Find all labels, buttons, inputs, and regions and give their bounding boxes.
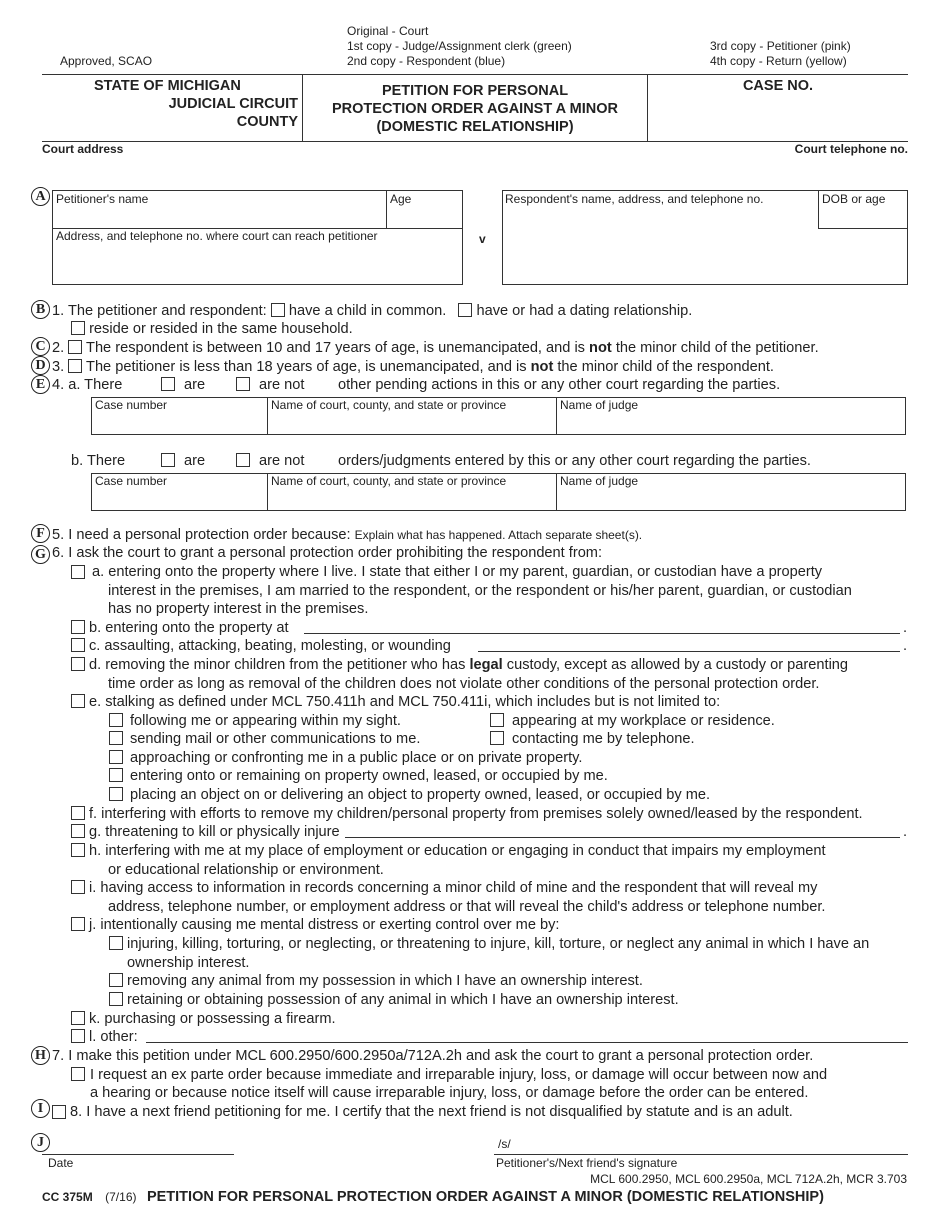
- copies-left: [347, 24, 572, 69]
- header-bottom-rule: [42, 141, 908, 142]
- item-6l-fill-line[interactable]: [146, 1042, 908, 1043]
- item-6e-opt-2: appearing at my workplace or residence.: [512, 713, 775, 729]
- checkbox-next-friend[interactable]: [52, 1105, 66, 1119]
- item-6c-period: .: [903, 638, 908, 654]
- item-6f: f. interfering with efforts to remove my children/personal property from premises solely owned/leased by the respondent.: [89, 806, 863, 822]
- copy-second: 2nd copy - Respondent (blue): [347, 54, 506, 68]
- item-6j-opt-1: injuring, killing, torturing, or neglecting, or threatening to injure, kill, torture, or neglect any animal in which I have an: [127, 936, 870, 952]
- form-title-line-3: (DOMESTIC RELATIONSHIP): [376, 119, 574, 135]
- signature-prefix: /s/: [498, 1137, 511, 1151]
- item-6g: g. threatening to kill or physically injure: [89, 824, 340, 840]
- item-6i-line-2: address, telephone number, or employment address or that will reveal the child's address or telephone number.: [108, 899, 826, 915]
- item-1-prefix: 1. The petitioner and respondent:: [52, 303, 267, 319]
- table-4b-div-2: [556, 473, 557, 511]
- marker-e: E: [31, 375, 50, 394]
- item-6j-opt-1b: ownership interest.: [127, 955, 250, 971]
- item-3-text-b: the minor child of the respondent.: [557, 359, 774, 375]
- marker-a: A: [31, 187, 50, 206]
- checkbox-6l[interactable]: [71, 1029, 85, 1043]
- checkbox-6e-approaching[interactable]: [109, 750, 123, 764]
- item-6j-opt-3: retaining or obtaining possession of any animal in which I have an ownership interest.: [127, 992, 679, 1008]
- item-6l: l. other:: [89, 1029, 138, 1045]
- petitioner-name-label: Petitioner's name: [56, 192, 149, 206]
- checkbox-6c[interactable]: [71, 638, 85, 652]
- checkbox-6j-removing[interactable]: [109, 973, 123, 987]
- item-6k: k. purchasing or possessing a firearm.: [89, 1011, 336, 1027]
- item-6d-line-2: time order as long as removal of the children does not violate other conditions of the personal protection order.: [108, 676, 820, 692]
- checkbox-6e-workplace[interactable]: [490, 713, 504, 727]
- marker-c: C: [31, 337, 50, 356]
- checkbox-6k[interactable]: [71, 1011, 85, 1025]
- item-6e-opt-4: contacting me by telephone.: [512, 731, 695, 747]
- dob-divider: [818, 190, 819, 228]
- item-7-opt-line-1: I request an ex parte order because immediate and irreparable injury, loss, or damage will occur between now and: [90, 1067, 828, 1083]
- checkbox-item-2[interactable]: [68, 340, 82, 354]
- item-8: 8. I have a next friend petitioning for me. I certify that the next friend is not disqualified by statute and is an adult.: [70, 1104, 793, 1120]
- table-4a-div-1: [267, 397, 268, 435]
- case-no-label: CASE NO.: [742, 78, 814, 94]
- form-title-line-1: PETITION FOR PERSONAL: [381, 83, 569, 99]
- item-1-opt-2: have or had a dating relationship.: [476, 303, 693, 319]
- marker-f: F: [31, 524, 50, 543]
- item-1-row-2: [71, 321, 353, 337]
- item-6e: e. stalking as defined under MCL 750.411h and MCL 750.411i, which includes but is not limited to:: [89, 694, 721, 710]
- item-6i-line-1: i. having access to information in records concerning a minor child of mine and the respondent that will reveal my: [89, 880, 818, 896]
- form-id: CC 375M: [42, 1190, 93, 1204]
- item-1-opt-3: reside or resided in the same household.: [89, 321, 353, 337]
- item-4b-text: orders/judgments entered by this or any other court regarding the parties.: [338, 453, 811, 469]
- date-label: Date: [48, 1156, 74, 1170]
- table-4b-court-name: Name of court, county, and state or province: [271, 474, 507, 488]
- date-line[interactable]: [42, 1154, 234, 1155]
- marker-d: D: [31, 356, 50, 375]
- checkbox-4b-are-not[interactable]: [236, 453, 250, 467]
- item-2-num: 2.: [52, 340, 65, 356]
- court-phone-label: Court telephone no.: [794, 142, 908, 156]
- signature-label: Petitioner's/Next friend's signature: [496, 1156, 678, 1170]
- dob-label: DOB or age: [822, 192, 886, 206]
- dob-bottom: [818, 228, 908, 229]
- item-6b: b. entering onto the property at: [89, 620, 289, 636]
- item-6d-legal: legal: [469, 657, 503, 673]
- item-6h-line-1: h. interfering with me at my place of employment or education or engaging in conduct that impairs my employment: [89, 843, 826, 859]
- item-3-text-a: The petitioner is less than 18 years of age, is unemancipated, and is: [86, 359, 527, 375]
- table-4a-judge: Name of judge: [560, 398, 639, 412]
- item-6g-period: .: [903, 824, 908, 840]
- item-6-text: 6. I ask the court to grant a personal protection order prohibiting the respondent from:: [52, 545, 603, 561]
- table-4b-judge: Name of judge: [560, 474, 639, 488]
- checkbox-6d[interactable]: [71, 657, 85, 671]
- item-6h-line-2: or educational relationship or environment.: [108, 862, 384, 878]
- copy-original: Original - Court: [347, 24, 429, 38]
- item-4b-are-not: are not: [259, 453, 305, 469]
- signature-line[interactable]: [494, 1154, 908, 1155]
- checkbox-6j[interactable]: [71, 917, 85, 931]
- marker-j: J: [31, 1133, 50, 1152]
- item-4a-prefix: 4. a. There: [52, 377, 123, 393]
- court-address-label: Court address: [42, 142, 124, 156]
- table-4b-div-1: [267, 473, 268, 511]
- copies-right: [710, 39, 851, 69]
- copy-third: 3rd copy - Petitioner (pink): [710, 39, 851, 53]
- item-1-row: [52, 303, 692, 319]
- footer-form-title: PETITION FOR PERSONAL PROTECTION ORDER AGAINST A MINOR (DOMESTIC RELATIONSHIP): [146, 1189, 824, 1205]
- petitioner-address-label: Address, and telephone no. where court can reach petitioner: [56, 229, 378, 243]
- checkbox-6e-following[interactable]: [109, 713, 123, 727]
- checkbox-6h[interactable]: [71, 843, 85, 857]
- item-6e-opt-3: sending mail or other communications to me.: [130, 731, 421, 747]
- checkbox-dating-relationship[interactable]: [458, 303, 472, 317]
- checkbox-4a-are-not[interactable]: [236, 377, 250, 391]
- checkbox-6j-retaining[interactable]: [109, 992, 123, 1006]
- item-6a-line-3: has no property interest in the premises.: [108, 601, 369, 617]
- form-revision: (7/16): [105, 1190, 137, 1204]
- item-6e-opt-6: entering onto or remaining on property owned, leased, or occupied by me.: [130, 768, 608, 784]
- item-6a-line-1: a. entering onto the property where I live. I state that either I or my parent, guardian, or custodian have a property: [92, 564, 823, 580]
- item-6b-fill-line[interactable]: [304, 633, 900, 634]
- item-6e-opt-7: placing an object on or delivering an object to property owned, leased, or occupied by me.: [130, 787, 711, 803]
- marker-i: I: [31, 1099, 50, 1118]
- copy-fourth: 4th copy - Return (yellow): [710, 54, 847, 68]
- checkbox-6i[interactable]: [71, 880, 85, 894]
- checkbox-4b-are[interactable]: [161, 453, 175, 467]
- item-5-note: Explain what has happened. Attach separate sheet(s).: [354, 528, 643, 542]
- checkbox-6e[interactable]: [71, 694, 85, 708]
- copy-first: 1st copy - Judge/Assignment clerk (green): [347, 39, 572, 53]
- versus-label: v: [479, 232, 486, 246]
- item-2-text-b: the minor child of the petitioner.: [615, 340, 819, 356]
- item-5-text: 5. I need a personal protection order because:: [52, 527, 351, 543]
- item-4a-are: are: [184, 377, 206, 393]
- circuit-label: JUDICIAL CIRCUIT: [168, 96, 298, 112]
- statutes-label: MCL 600.2950, MCL 600.2950a, MCL 712A.2h, MCR 3.703: [590, 1172, 907, 1186]
- checkbox-6b[interactable]: [71, 620, 85, 634]
- item-6b-period: .: [903, 620, 908, 636]
- checkbox-6e-telephone[interactable]: [490, 731, 504, 745]
- age-divider: [386, 190, 387, 228]
- item-7: 7. I make this petition under MCL 600.2950/600.2950a/712A.2h and ask the court to grant a personal protection order.: [52, 1048, 814, 1064]
- item-2-text-a: The respondent is between 10 and 17 years of age, is unemancipated, and is: [86, 340, 585, 356]
- item-6j: j. intentionally causing me mental distress or exerting control over me by:: [89, 917, 560, 933]
- item-2-not: not: [589, 340, 612, 356]
- item-2-row: [52, 340, 819, 356]
- checkbox-6e-mail[interactable]: [109, 731, 123, 745]
- checkbox-6j-injuring[interactable]: [109, 936, 123, 950]
- item-6c-fill-line[interactable]: [478, 651, 900, 652]
- checkbox-6e-placing[interactable]: [109, 787, 123, 801]
- table-4a-court-name: Name of court, county, and state or province: [271, 398, 507, 412]
- item-6j-opt-2: removing any animal from my possession in which I have an ownership interest.: [127, 973, 643, 989]
- item-3-num: 3.: [52, 359, 65, 375]
- form-title-line-2: PROTECTION ORDER AGAINST A MINOR: [332, 101, 618, 117]
- item-5-row: [52, 527, 642, 543]
- item-4b-prefix: b. There: [71, 453, 126, 469]
- item-3-row: [52, 359, 774, 375]
- item-6e-opt-5: approaching or confronting me in a public place or on private property.: [130, 750, 583, 766]
- checkbox-6a[interactable]: [71, 565, 85, 579]
- checkbox-ex-parte[interactable]: [71, 1067, 85, 1081]
- state-label: STATE OF MICHIGAN: [94, 78, 241, 94]
- item-3-not: not: [530, 359, 554, 375]
- item-7-opt-line-2: a hearing or because notice itself will cause irreparable injury, loss, or damage before the order can be entered.: [90, 1085, 809, 1101]
- marker-g: G: [31, 545, 50, 564]
- item-6a-line-2: interest in the premises, I am married to the respondent, or the respondent or his/her parent, guardian, or custodian: [108, 583, 852, 599]
- county-label: COUNTY: [236, 114, 298, 130]
- item-6c: c. assaulting, attacking, beating, molesting, or wounding: [89, 638, 451, 654]
- item-6e-opt-1: following me or appearing within my sight.: [130, 713, 401, 729]
- item-6d-b: custody, except as allowed by a custody or parenting: [506, 657, 849, 673]
- item-4b-are: are: [184, 453, 206, 469]
- checkbox-4a-are[interactable]: [161, 377, 175, 391]
- marker-h: H: [31, 1046, 50, 1065]
- respondent-label: Respondent's name, address, and telephone no.: [505, 192, 764, 206]
- item-4a-are-not: are not: [259, 377, 305, 393]
- checkbox-6e-entering[interactable]: [109, 768, 123, 782]
- item-6g-fill-line[interactable]: [345, 837, 900, 838]
- marker-b: B: [31, 300, 50, 319]
- age-label: Age: [390, 192, 412, 206]
- checkbox-same-household[interactable]: [71, 321, 85, 335]
- checkbox-6g[interactable]: [71, 824, 85, 838]
- approved-label: Approved, SCAO: [60, 54, 153, 68]
- checkbox-child-in-common[interactable]: [271, 303, 285, 317]
- form-footer: [42, 1188, 824, 1206]
- form-title-block: [303, 82, 647, 136]
- header-top-rule: [42, 74, 908, 75]
- item-1-opt-1: have a child in common.: [288, 303, 447, 319]
- table-4a-div-2: [556, 397, 557, 435]
- checkbox-6f[interactable]: [71, 806, 85, 820]
- item-4a-text: other pending actions in this or any other court regarding the parties.: [338, 377, 781, 393]
- checkbox-item-3[interactable]: [68, 359, 82, 373]
- item-6d-row: [89, 657, 848, 673]
- table-4a-case-number: Case number: [95, 398, 168, 412]
- item-6d-a: d. removing the minor children from the petitioner who has: [89, 657, 466, 673]
- table-4b-case-number: Case number: [95, 474, 168, 488]
